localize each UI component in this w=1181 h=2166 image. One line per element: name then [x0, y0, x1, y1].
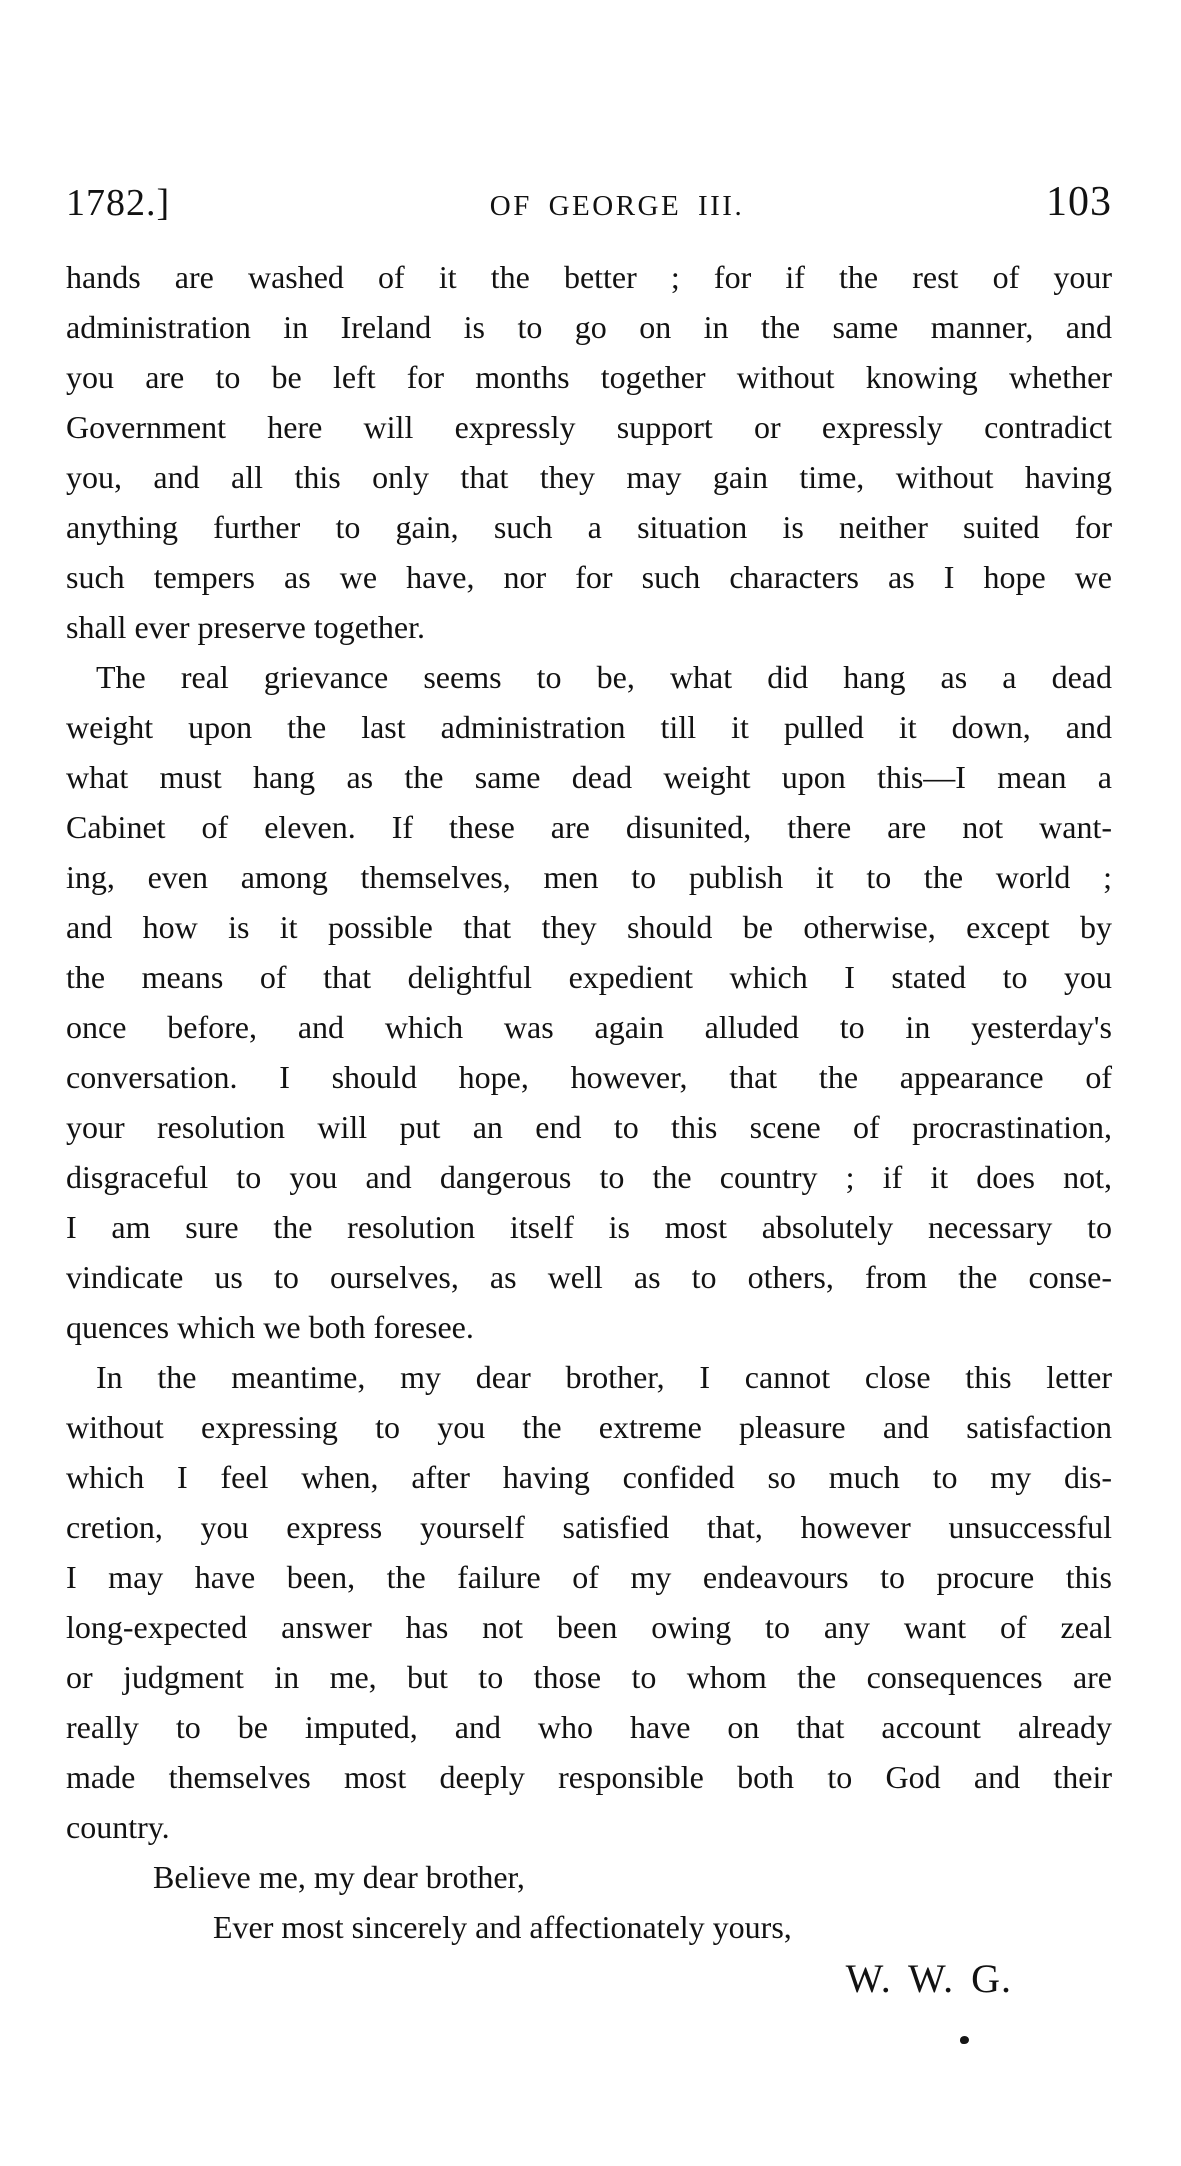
- text-line: ing, even among themselves, men to publish it to the world ;: [66, 859, 1112, 895]
- letter-paragraphs: [66, 252, 1112, 1852]
- text-line: Cabinet of eleven. If these are disunited, there are not want-: [66, 809, 1112, 845]
- year-label: 1782.]: [66, 182, 171, 224]
- text-line: without expressing to you the extreme pleasure and satisfaction: [66, 1409, 1112, 1445]
- text-line: made themselves most deeply responsible both to God and their: [66, 1759, 1112, 1795]
- text-line: I am sure the resolution itself is most absolutely necessary to: [66, 1209, 1112, 1245]
- paragraph: [66, 652, 1112, 1352]
- text-line: In the meantime, my dear brother, I cannot close this letter: [96, 1359, 1112, 1395]
- ink-speck: [960, 2036, 969, 2044]
- paragraph: [66, 1352, 1112, 1852]
- text-line: disgraceful to you and dangerous to the country ; if it does not,: [66, 1159, 1112, 1195]
- text-line: country.: [66, 1809, 170, 1845]
- text-line: such tempers as we have, nor for such characters as I hope we: [66, 559, 1112, 595]
- text-line: once before, and which was again alluded to in yesterday's: [66, 1009, 1112, 1045]
- text-line: hands are washed of it the better ; for if the rest of your: [66, 259, 1112, 295]
- text-line: the means of that delightful expedient which I stated to you: [66, 959, 1112, 995]
- running-title: OF GEORGE III.: [489, 190, 745, 222]
- text-line: Government here will expressly support or expressly contradict: [66, 409, 1112, 445]
- text-line: weight upon the last administration till it pulled it down, and: [66, 709, 1112, 745]
- text-line: anything further to gain, such a situation is neither suited for: [66, 509, 1112, 545]
- text-line: cretion, you express yourself satisfied that, however unsuccessful: [66, 1509, 1112, 1545]
- text-line: or judgment in me, but to those to whom the consequences are: [66, 1659, 1112, 1695]
- page-header: [66, 178, 1112, 226]
- text-line: I may have been, the failure of my endeavours to procure this: [66, 1559, 1112, 1595]
- text-line: long-expected answer has not been owing to any want of zeal: [66, 1609, 1112, 1645]
- text-line: conversation. I should hope, however, that the appearance of: [66, 1059, 1112, 1095]
- letter-body: [66, 252, 1112, 2006]
- text-line: your resolution will put an end to this scene of procrastination,: [66, 1109, 1112, 1145]
- closing-salutation: Believe me, my dear brother,: [153, 1859, 525, 1895]
- signature: W. W. G.: [845, 1956, 1012, 2001]
- text-line: The real grievance seems to be, what did hang as a dead: [96, 659, 1112, 695]
- text-line: really to be imputed, and who have on that account already: [66, 1709, 1112, 1745]
- text-line: you are to be left for months together without knowing whether: [66, 359, 1112, 395]
- paragraph: [66, 252, 1112, 652]
- text-line: you, and all this only that they may gain time, without having: [66, 459, 1112, 495]
- text-line: quences which we both foresee.: [66, 1309, 474, 1345]
- text-line: and how is it possible that they should be otherwise, except by: [66, 909, 1112, 945]
- page-number: 103: [1046, 179, 1112, 225]
- text-line: which I feel when, after having confided so much to my dis-: [66, 1459, 1112, 1495]
- text-line: what must hang as the same dead weight upon this—I mean a: [66, 759, 1112, 795]
- closing-valediction: Ever most sincerely and affectionately yours,: [213, 1909, 792, 1945]
- text-line: vindicate us to ourselves, as well as to others, from the conse-: [66, 1259, 1112, 1295]
- text-line: shall ever preserve together.: [66, 609, 425, 645]
- text-line: administration in Ireland is to go on in the same manner, and: [66, 309, 1112, 345]
